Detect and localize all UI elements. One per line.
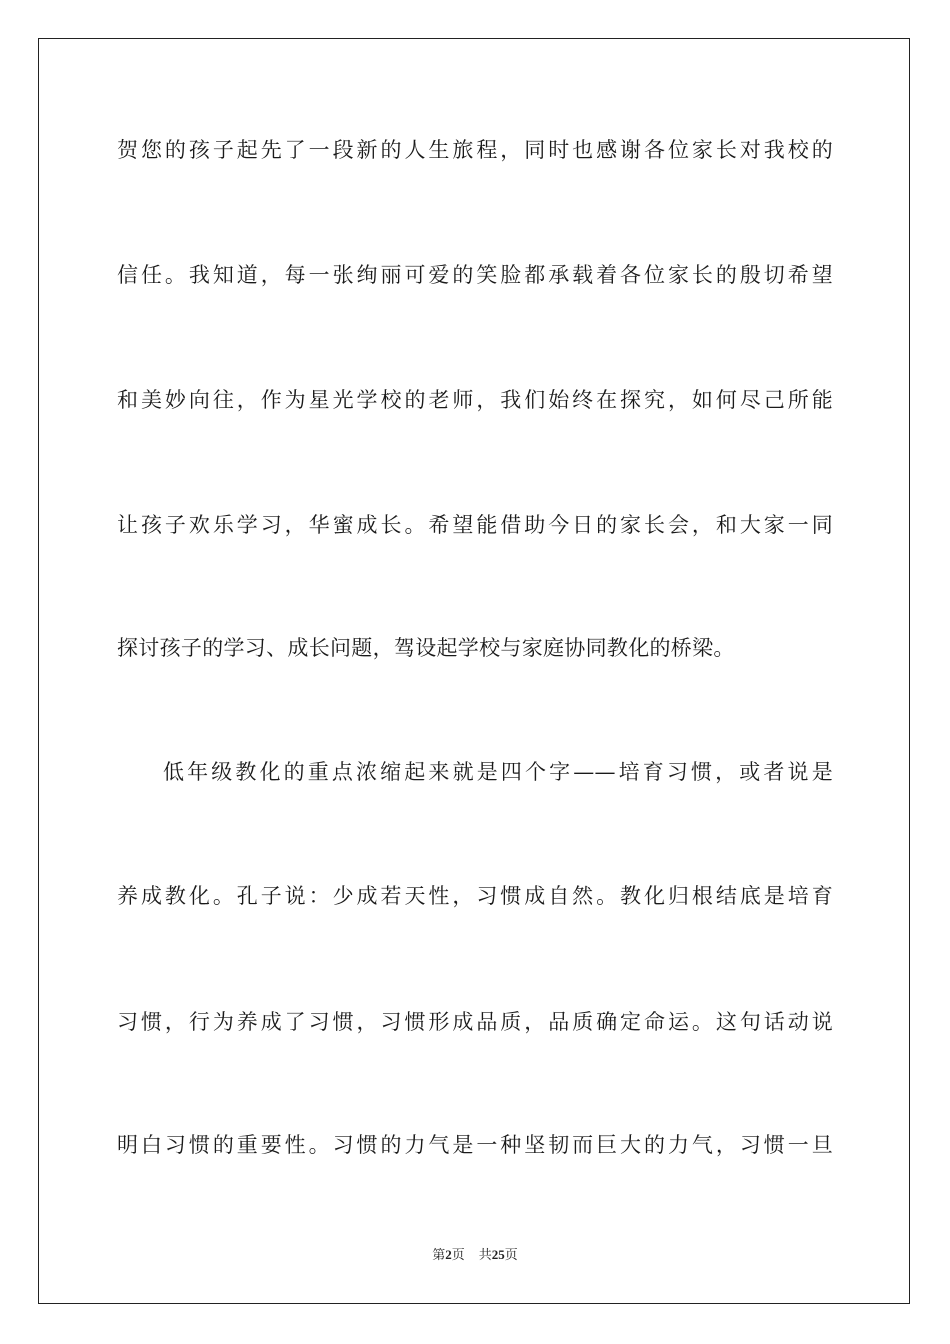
- paragraph-first-line: 低年级教化的重点浓缩起来就是四个字——培育习惯，或者说是: [163, 760, 833, 784]
- text-line: 和美妙向往，作为星光学校的老师，我们始终在探究，如何尽己所能: [117, 388, 833, 412]
- text-line: 养成教化。孔子说：少成若天性，习惯成自然。教化归根结底是培育: [117, 884, 833, 908]
- page-suffix: 页: [451, 1248, 465, 1263]
- text-line: 信任。我知道，每一张绚丽可爱的笑脸都承载着各位家长的殷切希望: [117, 263, 833, 287]
- page-footer: [0, 1246, 950, 1265]
- page-border: [38, 38, 910, 1304]
- text-line: 探讨孩子的学习、成长问题，驾设起学校与家庭协同教化的桥梁。: [117, 636, 735, 660]
- page-prefix: 第: [432, 1248, 446, 1263]
- text-line: 贺您的孩子起先了一段新的人生旅程，同时也感谢各位家长对我校的: [117, 138, 833, 162]
- text-line: 明白习惯的重要性。习惯的力气是一种坚韧而巨大的力气，习惯一旦: [117, 1133, 833, 1157]
- text-line: 让孩子欢乐学习，华蜜成长。希望能借助今日的家长会，和大家一同: [117, 513, 833, 537]
- total-suffix: 页: [504, 1248, 518, 1263]
- total-pages: 25: [491, 1247, 505, 1262]
- total-prefix: 共: [478, 1248, 492, 1263]
- text-line: 习惯，行为养成了习惯，习惯形成品质，品质确定命运。这句话动说: [117, 1010, 833, 1034]
- page-number: 2: [445, 1247, 452, 1262]
